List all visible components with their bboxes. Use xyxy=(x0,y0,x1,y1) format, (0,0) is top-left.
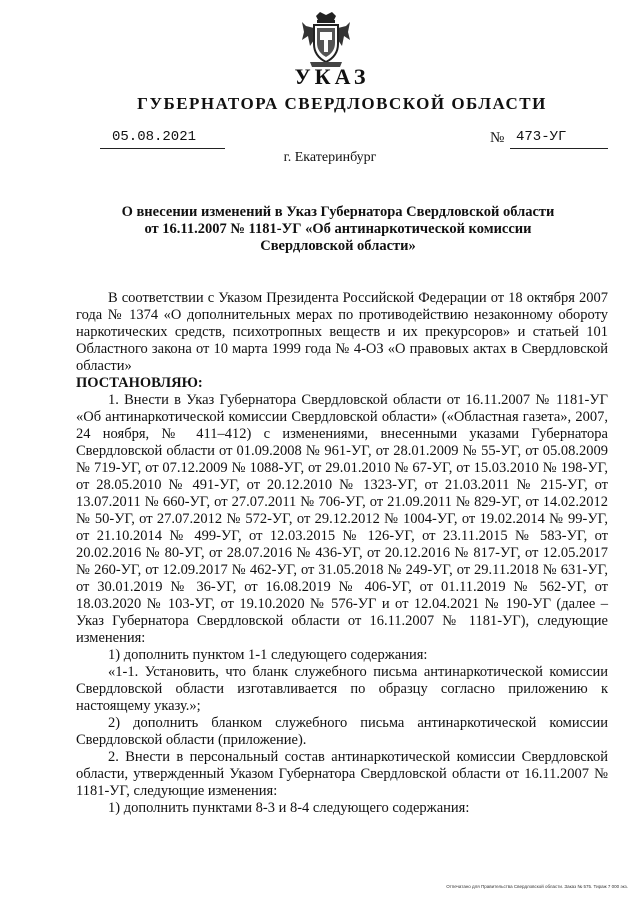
item-1-subitem-2: 2) дополнить бланком служебного письма антинаркотической комиссии Свердловской области (приложение). xyxy=(76,715,608,748)
intro-paragraph: В соответствии с Указом Президента Российской Федерации от 18 октября 2007 года № 1374 «О дополнительных мерах по противодействию незаконному обороту наркотических средств, психотропных веществ и их прекурсоров» и статьей 101 Областного закона от 10 марта 1999 года № 4-ОЗ «О правовых актах в Свердловской области» xyxy=(76,290,608,374)
document-body xyxy=(76,290,608,817)
item-2-subitem-1: 1) дополнить пунктами 8-3 и 8-4 следующего содержания: xyxy=(108,800,470,816)
document-city: г. Екатеринбург xyxy=(283,150,377,165)
title-line: Свердловской области» xyxy=(260,238,416,254)
item-1-subitem-1-text: «1-1. Установить, что бланк служебного письма антинаркотической комиссии Свердловской области изготавливается по образцу согласно приложению к настоящему указу.»; xyxy=(76,664,608,714)
decree-keyword: ПОСТАНОВЛЯЮ: xyxy=(76,375,203,391)
document-subheading: ГУБЕРНАТОРА СВЕРДЛОВСКОЙ ОБЛАСТИ xyxy=(137,94,547,113)
title-line: от 16.11.2007 № 1181-УГ «Об антинаркотической комиссии xyxy=(144,221,532,237)
number-sign: № xyxy=(490,130,505,146)
title-line: О внесении изменений в Указ Губернатора Свердловской области xyxy=(121,204,555,220)
date-underline xyxy=(100,148,225,149)
document-heading: УКАЗ xyxy=(294,64,370,89)
document-number: 473-УГ xyxy=(516,129,567,145)
coat-of-arms-icon xyxy=(300,10,352,70)
item-2: 2. Внести в персональный состав антинаркотической комиссии Свердловской области, утвержденный Указом Губернатора Свердловской области от 16.11.2007 № 1181-УГ, следующие изменения: xyxy=(76,749,608,799)
document-date: 05.08.2021 xyxy=(112,129,197,145)
print-note: Отпечатано для Правительства Свердловской области. Заказ № 575. Тираж 7 000 экз. xyxy=(446,884,628,889)
document-title xyxy=(88,204,588,255)
item-1: 1. Внести в Указ Губернатора Свердловской области от 16.11.2007 № 1181-УГ «Об антинаркотической комиссии Свердловской области» («Областная газета», 2007, 24 ноября, № 411–412) с изменениями, внесенными указами Губернатора Свердловской области от 01.09.2008 № 961-УГ, от 28.01.2009 № 55-УГ, от 05.08.2009 № 719-УГ, от 07.12.2009 № 1088-УГ, от 29.01.2010 № 67-УГ, от 15.03.2010 № 198-УГ, от 28.05.2010 № 491-УГ, от 20.12.2010 № 1323-УГ, от 21.03.2011 № 215-УГ, от 13.07.2011 № 660-УГ, от 27.07.2011 № 706-УГ, от 21.09.2011 № 829-УГ, от 14.02.2012 № 50-УГ, от 27.07.2012 № 572-УГ, от 29.12.2012 № 1004-УГ, от 19.02.2014 № 99-УГ, от 21.10.2014 № 499-УГ, от 12.03.2015 № 126-УГ, от 23.11.2015 № 583-УГ, от 20.02.2016 № 80-УГ, от 28.07.2016 № 436-УГ, от 20.12.2016 № 817-УГ, от 12.05.2017 № 260-УГ, от 12.09.2017 № 462-УГ, от 31.05.2018 № 249-УГ, от 29.11.2018 № 631-УГ, от 30.01.2019 № 36-УГ, от 16.08.2019 № 406-УГ, от 01.11.2019 № 562-УГ, от 18.03.2020 № 103-УГ, от 19.10.2020 № 576-УГ и от 12.04.2021 № 190-УГ (далее – Указ Губернатора Свердловской области от 16.11.2007 № 1181-УГ), следующие изменения: xyxy=(76,392,608,646)
item-1-subitem-1: 1) дополнить пунктом 1-1 следующего содержания: xyxy=(108,647,428,663)
number-underline xyxy=(510,148,608,149)
